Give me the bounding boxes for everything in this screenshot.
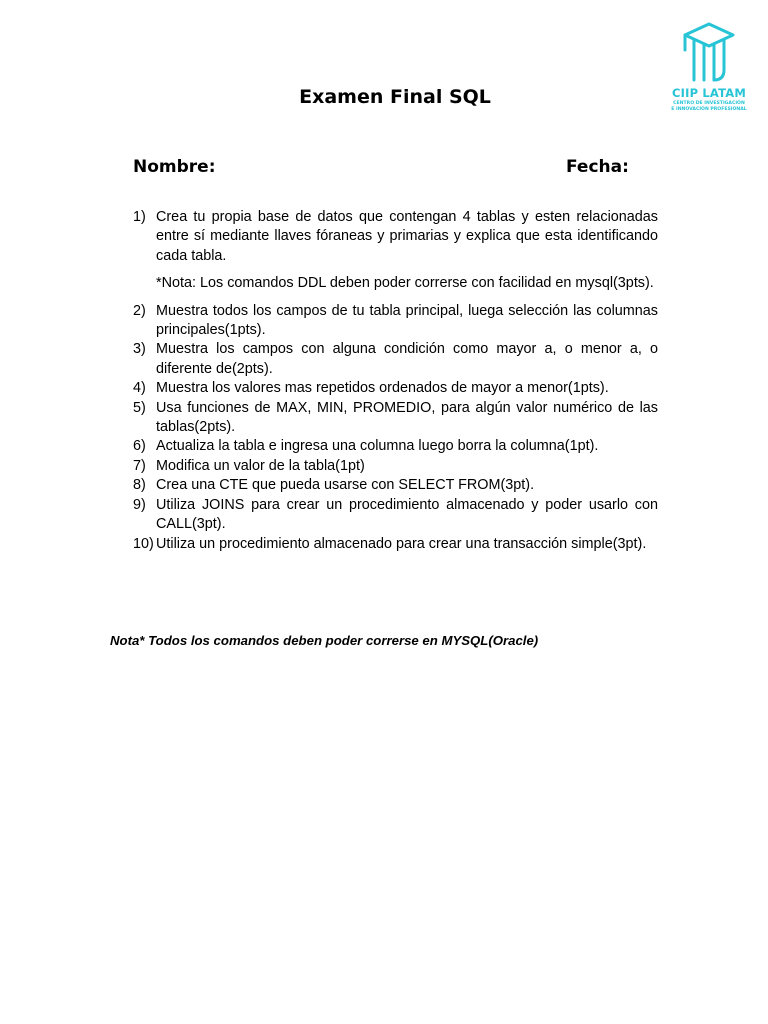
logo-subtitle-line1: CENTRO DE INVESTIGACIÓN: [673, 101, 745, 106]
item-number: 4): [133, 380, 146, 397]
item-text: Utiliza JOINS para crear un procedimiento almacenado y poder usarlo con CALL(3pt).: [156, 496, 658, 533]
list-item: [133, 457, 658, 476]
item-number: 1): [133, 209, 146, 225]
page-title: Examen Final SQL: [299, 86, 491, 108]
item-text: Muestra todos los campos de tu tabla principal, luega selección las columnas principales(1pts).: [156, 302, 658, 339]
item-number: 5): [133, 399, 146, 416]
item-note: *Nota: Los comandos DDL deben poder correrse con facilidad en mysql(3pts).: [156, 275, 654, 292]
list-item: [133, 496, 658, 535]
item-text: Muestra los campos con alguna condición como mayor a, o menor a, o diferente de(2pts).: [156, 341, 658, 377]
item-text: Modifica un valor de la tabla(1pt): [156, 457, 365, 474]
item-number: 7): [133, 457, 146, 474]
question-list: [133, 208, 658, 554]
list-item: [133, 208, 658, 266]
item-number: 3): [133, 341, 146, 358]
item-number: 2): [133, 302, 146, 319]
name-label: Nombre:: [133, 157, 216, 177]
item-number: 8): [133, 477, 146, 494]
list-item: [133, 379, 658, 398]
footer-note: Nota* Todos los comandos deben poder correrse en MYSQL(Oracle): [110, 633, 539, 648]
list-item: [133, 399, 658, 438]
item-text: Usa funciones de MAX, MIN, PROMEDIO, para algún valor numérico de las tablas(2pts).: [156, 399, 658, 436]
item-text: Utiliza un procedimiento almacenado para crear una transacción simple(3pt).: [156, 535, 647, 552]
graduation-cap-logo-icon: [682, 22, 736, 84]
list-item: [133, 437, 658, 456]
list-item: [133, 535, 658, 554]
list-item: [133, 302, 658, 341]
item-text: Crea una CTE que pueda usarse con SELECT FROM(3pt).: [156, 477, 535, 494]
item-text: Crea tu propia base de datos que contengan 4 tablas y esten relacionadas entre sí mediante llaves fóraneas y primarias y explica que esta identificando cada tabla.: [156, 209, 658, 264]
logo-name: CIIP LATAM: [671, 86, 747, 100]
logo-subtitle-line2: E INNOVACIÓN PROFESIONAL: [671, 107, 747, 112]
item-number: 10): [133, 535, 154, 552]
item-number: 6): [133, 438, 146, 455]
item-number: 9): [133, 496, 146, 513]
item-text: Actualiza la tabla e ingresa una columna luego borra la columna(1pt).: [156, 438, 599, 455]
list-item: [133, 340, 658, 379]
date-label: Fecha:: [566, 157, 629, 177]
list-item: [133, 476, 658, 495]
item-text: Muestra los valores mas repetidos ordenados de mayor a menor(1pts).: [156, 380, 609, 397]
